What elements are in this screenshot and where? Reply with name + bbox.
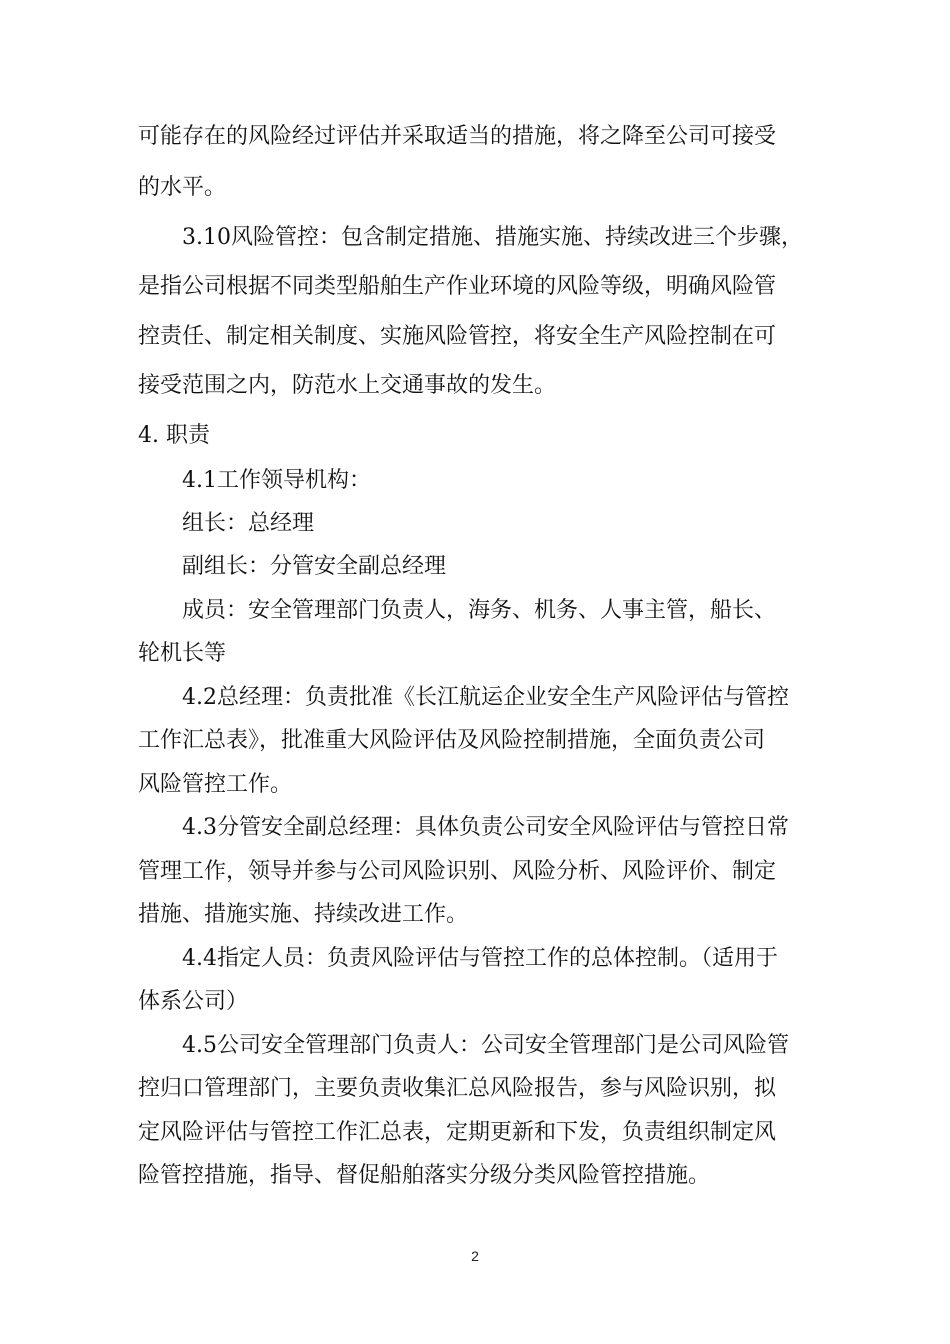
leader-line: 组长：总经理: [182, 511, 315, 536]
paragraph-4-4-line: 4.4指定人员：负责风险评估与管控工作的总体控制。（适用于: [182, 946, 778, 971]
members-line: 轮机长等: [138, 641, 227, 666]
paragraph-4-2-line: 工作汇总表》，批准重大风险评估及风险控制措施，全面负责公司: [138, 728, 766, 753]
paragraph-3-10-line: 是指公司根据不同类型船舶生产作业环境的风险等级，明确风险管: [138, 274, 777, 299]
paragraph-4-5-line: 定风险评估与管控工作汇总表，定期更新和下发，负责组织制定风: [138, 1120, 777, 1145]
paragraph-line: 的水平。: [138, 175, 227, 200]
paragraph-4-3-line: 措施、措施实施、持续改进工作。: [138, 902, 469, 927]
paragraph-line: 可能存在的风险经过评估并采取适当的措施，将之降至公司可接受: [138, 124, 777, 149]
paragraph-4-2-line: 风险管控工作。: [138, 772, 293, 797]
paragraph-4-4-line: 体系公司）: [138, 989, 249, 1014]
paragraph-4-3-line: 管理工作，领导并参与公司风险识别、风险分析、风险评价、制定: [138, 859, 777, 884]
paragraph-4-5-line: 险管控措施，指导、督促船舶落实分级分类风险管控措施。: [138, 1163, 711, 1188]
paragraph-4-3-line: 4.3分管安全副总经理：具体负责公司安全风险评估与管控日常: [182, 815, 789, 840]
paragraph-3-10-line: 接受范围之内，防范水上交通事故的发生。: [138, 373, 557, 398]
paragraph-4-1-line: 4.1工作领导机构：: [182, 468, 371, 493]
paragraph-4-5-line: 4.5公司安全管理部门负责人：公司安全管理部门是公司风险管: [182, 1033, 789, 1058]
paragraph-4-5-line: 控归口管理部门，主要负责收集汇总风险报告，参与风险识别，拟: [138, 1076, 777, 1101]
paragraph-3-10-line: 3.10风险管控：包含制定措施、措施实施、持续改进三个步骤，: [182, 225, 803, 250]
section-heading: 4. 职责: [138, 423, 210, 448]
members-line: 成员：安全管理部门负责人，海务、机务、人事主管，船长、: [182, 598, 777, 623]
deputy-line: 副组长：分管安全副总经理: [182, 554, 447, 579]
page-number: 2: [471, 1248, 479, 1264]
paragraph-4-2-line: 4.2总经理：负责批准《长江航运企业安全生产风险评估与管控: [182, 685, 789, 710]
paragraph-3-10-line: 控责任、制定相关制度、实施风险管控，将安全生产风险控制在可: [138, 324, 777, 349]
